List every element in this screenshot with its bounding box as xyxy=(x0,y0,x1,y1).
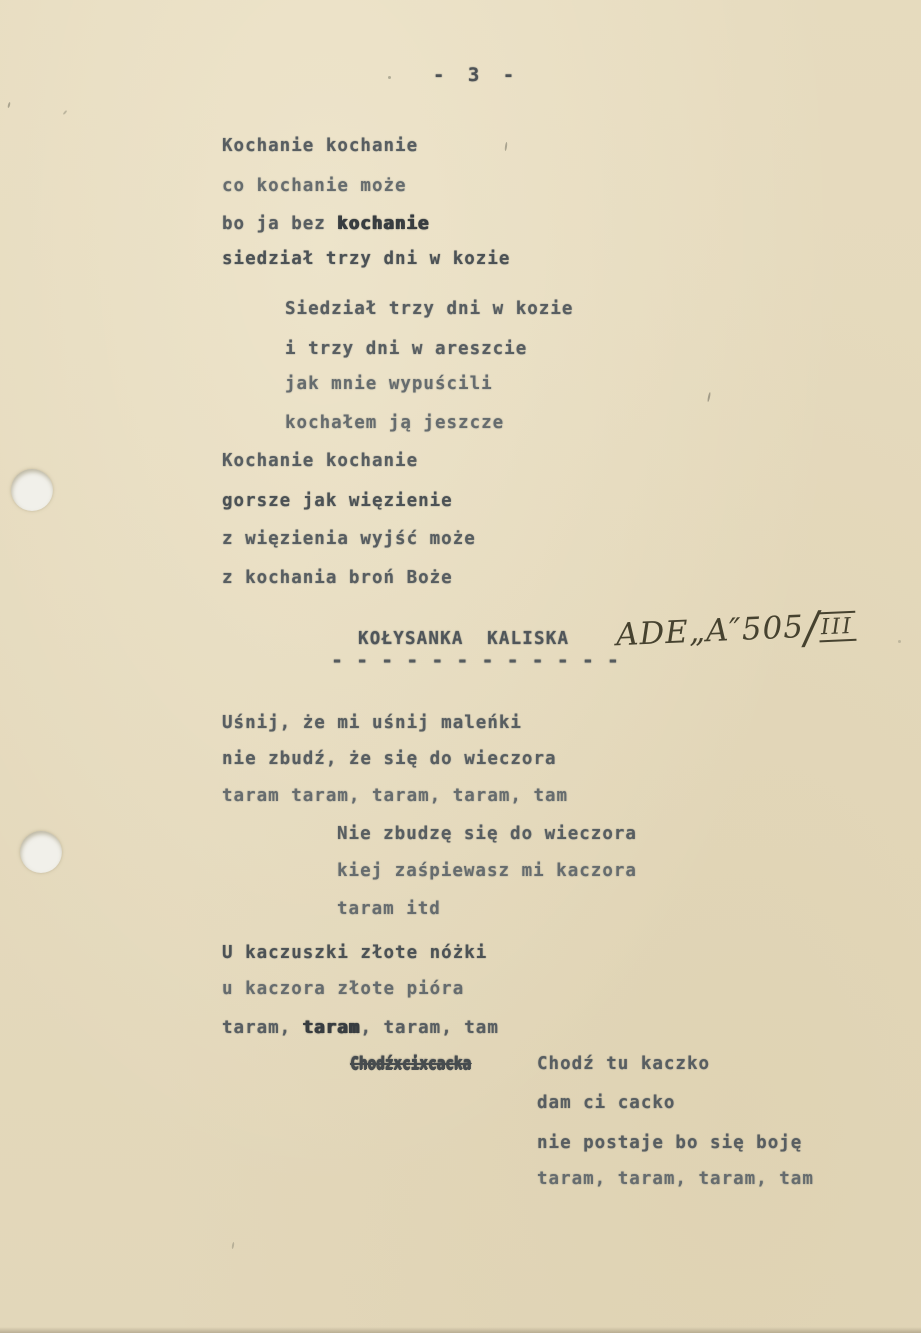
poem-line: Kochanie kochanie xyxy=(222,451,419,471)
poem-line: Uśnij, że mi uśnij maleńki xyxy=(222,713,522,733)
hole-punch-top xyxy=(11,469,53,511)
poem-line-text: bo ja bez xyxy=(222,214,338,234)
handwritten-annotation xyxy=(615,601,857,662)
paper-speck xyxy=(231,1242,234,1249)
handwritten-ref-main: ADE„A″505 xyxy=(615,609,805,654)
overstruck-word: taram xyxy=(302,1018,361,1038)
poem-line-text: taram, xyxy=(222,1018,303,1038)
poem-line: kochałem ją jeszcze xyxy=(285,413,505,433)
poem-line: u kaczora złote pióra xyxy=(222,979,465,999)
poem-line: co kochanie może xyxy=(222,176,407,196)
strikethrough-text: Chodźxcixcacka xyxy=(350,1054,471,1074)
paper-speck xyxy=(504,142,507,151)
poem-line: taram taram, taram, taram, tam xyxy=(222,786,569,806)
poem-line: Nie zbudzę się do wieczora xyxy=(337,824,637,844)
poem-line: U kaczuszki złote nóżki xyxy=(222,943,488,963)
poem-line: z kochania broń Boże xyxy=(222,568,453,588)
poem-line: dam ci cacko xyxy=(537,1093,676,1113)
poem-line xyxy=(222,214,430,234)
poem-line: siedział trzy dni w kozie xyxy=(222,249,511,269)
poem-line: nie zbudź, że się do wieczora xyxy=(222,749,557,769)
poem-line xyxy=(222,1018,499,1038)
paper-speck xyxy=(63,110,68,115)
page-number: - 3 - xyxy=(433,64,521,86)
poem-line: Siedział trzy dni w kozie xyxy=(285,299,574,319)
poem-line: i trzy dni w areszcie xyxy=(285,339,528,359)
poem-line-text: , taram, tam xyxy=(360,1018,499,1038)
paper-speck xyxy=(707,392,711,402)
handwritten-ref-roman: III xyxy=(818,611,856,643)
overstruck-word: kochanie xyxy=(337,214,430,234)
poem-line: taram, taram, taram, tam xyxy=(537,1169,814,1189)
paper-speck xyxy=(898,640,901,643)
poem-line: jak mnie wypuścili xyxy=(285,374,493,394)
poem-title: KOŁYSANKA KALISKA xyxy=(358,629,570,649)
poem-line: kiej zaśpiewasz mi kaczora xyxy=(337,861,637,881)
hole-punch-bottom xyxy=(20,831,62,873)
poem-line: z więzienia wyjść może xyxy=(222,529,476,549)
paper-speck xyxy=(7,102,10,108)
scan-edge-shadow xyxy=(0,1327,921,1333)
poem-line: gorsze jak więzienie xyxy=(222,491,453,511)
poem-line: Kochanie kochanie xyxy=(222,136,419,156)
poem-line: taram itd xyxy=(337,899,441,919)
handwritten-ref-slash: / xyxy=(802,602,820,655)
poem-line: nie postaje bo się boję xyxy=(537,1133,803,1153)
paper-speck xyxy=(388,76,391,79)
title-underline: - - - - - - - - - - - - xyxy=(331,648,620,672)
poem-line: Chodź tu kaczko xyxy=(537,1054,711,1074)
